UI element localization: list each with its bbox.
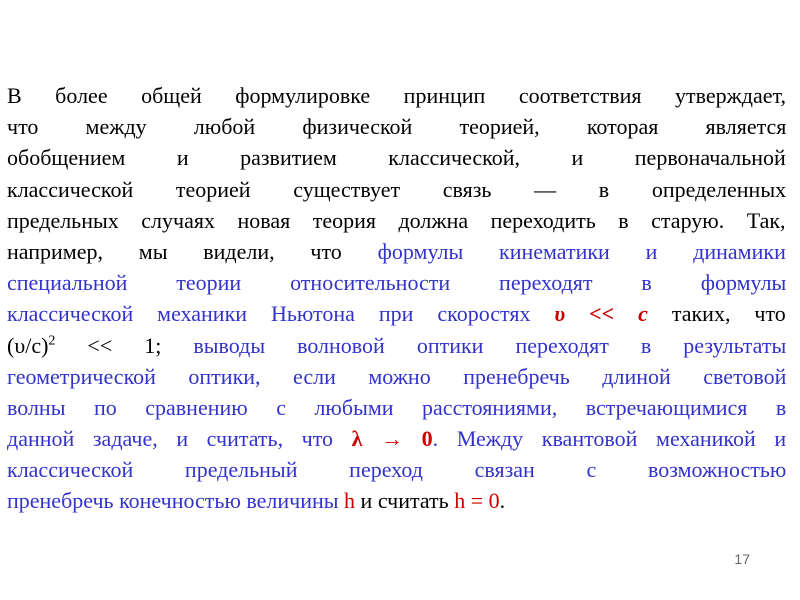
text-segment: . Между квантовой механикой и xyxy=(432,426,787,452)
paragraph-line xyxy=(7,267,786,298)
text-segment: формулы кинематики и динамики xyxy=(377,238,786,264)
paragraph-line xyxy=(7,205,786,236)
text-segment: данной задаче, и считать, что xyxy=(7,426,352,452)
text-segment: h xyxy=(344,488,356,514)
text-segment: волны по сравнению с любыми расстояниями, встречающимися в xyxy=(7,394,787,420)
main-paragraph xyxy=(7,80,786,517)
paragraph-line xyxy=(7,330,786,361)
text-segment: классической предельный переход связан с возможностью xyxy=(7,457,787,483)
paragraph-line xyxy=(7,392,786,423)
text-segment: обобщением и развитием классической, и первоначальной xyxy=(7,145,786,171)
paragraph-line xyxy=(7,423,786,454)
text-segment: таких, что xyxy=(647,301,786,327)
text-segment: что между любой физической теорией, которая является xyxy=(7,114,787,140)
paragraph-line xyxy=(7,298,786,329)
text-segment: (υ/c) xyxy=(7,332,49,358)
text-segment: . xyxy=(499,488,506,514)
paragraph-line xyxy=(7,142,786,173)
text-segment: классической механики Ньютона при скоростях xyxy=(7,301,555,327)
text-segment: классической теорией существует связь — в определенных xyxy=(7,176,787,202)
text-segment: В более общей формулировке принцип соответствия утверждает, xyxy=(7,83,786,108)
paragraph-line xyxy=(7,174,786,205)
paragraph-line xyxy=(7,454,786,485)
paragraph-line xyxy=(7,485,786,516)
paragraph-line xyxy=(7,111,786,142)
paragraph-line xyxy=(7,361,786,392)
text-segment: = 0 xyxy=(465,488,500,514)
text-segment: h xyxy=(454,488,466,514)
paragraph-line xyxy=(7,80,786,111)
text-segment: и считать xyxy=(355,488,455,514)
text-segment: пренебречь конечностью величины xyxy=(7,488,345,514)
text-segment: << 1; xyxy=(55,332,194,358)
text-segment: λ → 0 xyxy=(351,426,433,452)
text-segment: 2 xyxy=(48,333,56,349)
text-segment: например, мы видели, что xyxy=(7,238,378,264)
text-segment: специальной теории относительности переходят в формулы xyxy=(7,270,787,296)
text-segment: предельных случаях новая теория должна переходить в старую. Так, xyxy=(7,207,786,233)
text-segment: υ << c xyxy=(554,301,648,327)
page-number: 17 xyxy=(734,551,750,567)
paragraph-line xyxy=(7,236,786,267)
text-segment: выводы волновой оптики переходят в результаты xyxy=(193,332,787,358)
text-segment: геометрической оптики, если можно пренебречь длиной световой xyxy=(7,363,787,389)
